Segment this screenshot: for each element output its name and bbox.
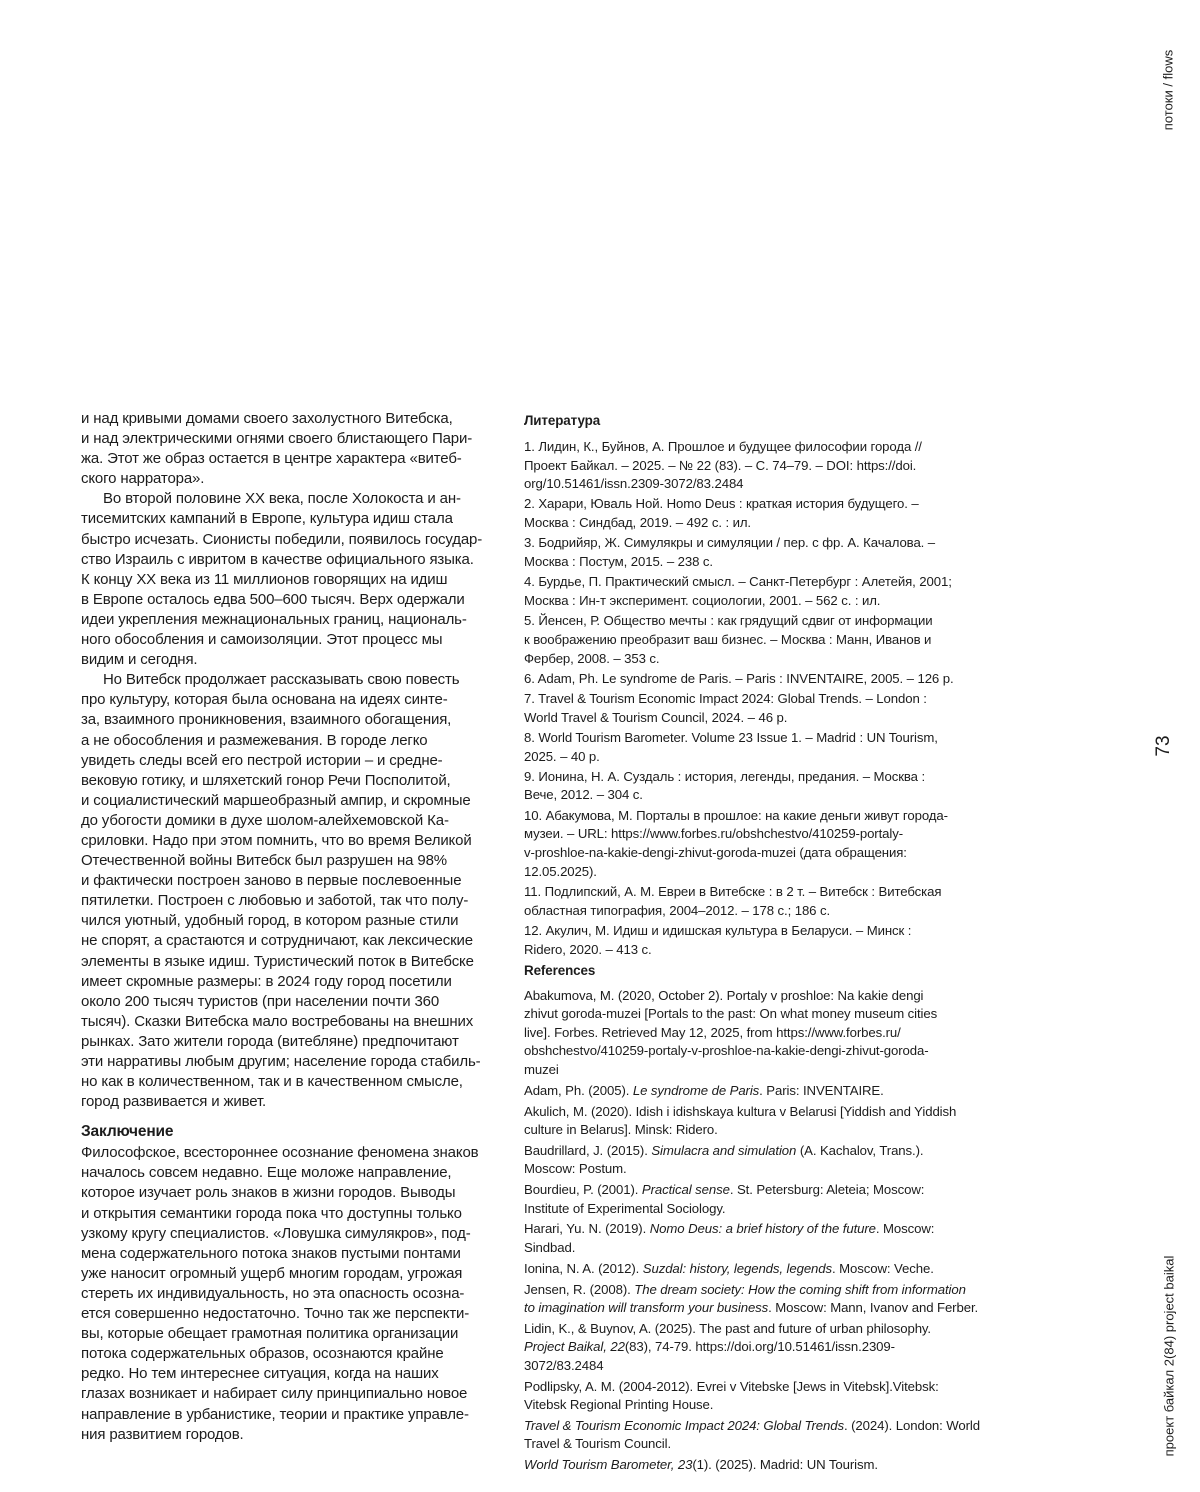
reference-item bbox=[524, 1181, 956, 1218]
reference-text: (1). (2025). Madrid: UN Tourism. bbox=[692, 1457, 878, 1473]
conclusion-heading: Заключение bbox=[81, 1123, 174, 1141]
reference-text: Akulich, M. (2020). Idish i idishskaya kultura v Belarusi [Yiddish and Yiddish culture in Belarus]. Minsk: Ridero. bbox=[524, 1103, 957, 1137]
literature-item: 6. Adam, Ph. Le syndrome de Paris. – Paris : INVENTAIRE, 2005. – 126 p. bbox=[524, 670, 954, 686]
literature-item: 10. Абакумова, М. Порталы в прошлое: на какие деньги живут города- музеи. – URL: https://www.forbes.ru/obshchestvo/410259-portaly- v-proshloe-na-kakie-dengi-zhivut-goroda-muzei (дата обращения: 12.05.2025). bbox=[524, 807, 948, 879]
reference-item bbox=[524, 1082, 956, 1100]
bibliography-column bbox=[524, 412, 980, 1477]
reference-text: Baudrillard, J. (2015). bbox=[524, 1142, 652, 1158]
reference-item bbox=[524, 1456, 956, 1474]
literature-list bbox=[524, 438, 956, 959]
literature-item: 8. World Tourism Barometer. Volume 23 Issue 1. – Madrid : UN Tourism, 2025. – 40 p. bbox=[524, 729, 938, 764]
reference-item bbox=[524, 1142, 956, 1179]
reference-title-italic: Travel & Tourism Economic Impact 2024: Global Trends bbox=[524, 1418, 844, 1434]
reference-item bbox=[524, 987, 956, 1079]
reference-text: Harari, Yu. N. (2019). bbox=[524, 1221, 650, 1237]
literature-heading: Литература bbox=[524, 413, 601, 428]
article-column bbox=[81, 409, 501, 1445]
reference-text: Lidin, K., & Buynov, A. (2025). The past and future of urban philosophy. bbox=[524, 1320, 931, 1336]
reference-text: (83), 74-79. https://doi.org/10.51461/issn.2309- 3072/83.2484 bbox=[524, 1339, 895, 1373]
reference-title-italic: Nomo Deus: a brief history of the future bbox=[649, 1221, 876, 1237]
reference-title-italic: Project Baikal, 22 bbox=[524, 1339, 625, 1355]
reference-text: . Moscow: Mann, Ivanov and Ferber. bbox=[768, 1300, 979, 1316]
reference-title-italic: The dream society: How the coming shift from information to imagination will transform your business bbox=[524, 1281, 966, 1316]
reference-text: . Paris: INVENTAIRE. bbox=[759, 1082, 884, 1098]
reference-title-italic: Practical sense bbox=[641, 1182, 730, 1198]
reference-item bbox=[524, 1417, 980, 1454]
reference-title-italic: Suzdal: history, legends, legends bbox=[642, 1260, 833, 1276]
literature-item: 9. Ионина, Н. А. Суздаль : история, легенды, предания. – Москва : Вече, 2012. – 304 с. bbox=[524, 768, 926, 803]
literature-item: 12. Акулич, М. Идиш и идишская культура в Беларуси. – Минск : Ridero, 2020. – 413 с. bbox=[524, 922, 912, 957]
literature-item: 5. Йенсен, Р. Общество мечты : как грядущий сдвиг от информации к воображению преобразит ваш бизнес. – Москва : Манн, Иванов и Фербер, 2008. – 353 с. bbox=[524, 613, 933, 666]
reference-item bbox=[524, 1281, 979, 1318]
article-paragraph: Философское, всестороннее осознание феномена знаков началось совсем недавно. Еще моложе направление, которое изучает роль знаков в жизни городов. Выводы и открытия семантики города пока что доступны только узкому кругу специалистов. «Ловушка симулякров», под- мена содержательного потока знаков пустыми понтами уже наносит огромный ущерб многим городам, угрожая стереть их индивидуальность, но эта опасность осозна- ется совершенно недостаточно. Точно так же перспекти- вы, которые обещает грамотная политика организации потока содержательных образов, осознаются крайне редко. Но тем интереснее ситуация, когда на наших глазах возникает и набирает силу принципиально новое направление в урбанистике, теории и практике управле- ния развитием городов. bbox=[81, 1144, 479, 1443]
reference-text: . (2024). London: World Travel & Tourism Council. bbox=[524, 1418, 980, 1452]
reference-title-italic: Simulacra and simulation bbox=[651, 1142, 797, 1158]
reference-text: . Moscow: Sindbad. bbox=[524, 1221, 935, 1255]
literature-item: 7. Travel & Tourism Economic Impact 2024: Global Trends. – London : World Travel & Tourism Council, 2024. – 46 p. bbox=[524, 690, 927, 725]
article-paragraph: и над кривыми домами своего захолустного Витебска, и над электрическими огнями своего блистающего Пари- жа. Этот же образ остается в центре характера «витеб- ского нарратора». bbox=[81, 410, 473, 488]
reference-title-italic: Le syndrome de Paris bbox=[632, 1082, 760, 1098]
journal-footer-vertical: проект байкал 2(84) project baikal bbox=[1161, 1255, 1177, 1457]
reference-text: Adam, Ph. (2005). bbox=[524, 1082, 633, 1098]
reference-item bbox=[524, 1378, 956, 1415]
literature-item: 11. Подлипский, А. М. Евреи в Витебске : в 2 т. – Витебск : Витебская областная типография, 2004–2012. – 178 с.; 186 с. bbox=[524, 883, 942, 918]
reference-item bbox=[524, 1320, 956, 1375]
reference-item bbox=[524, 1260, 956, 1278]
article-paragraph: Во второй половине XX века, после Холокоста и ан- тисемитских кампаний в Европе, культура идиш стала быстро исчезать. Сионисты победили, появилось государ- ство Израиль с ивритом в качестве официального языка. К концу XX века из 11 миллионов говорящих на идиш в Европе осталось едва 500–600 тысяч. Верх одержали идеи укрепления межнациональных границ, националь- ного обособления и самоизоляции. Этот процесс мы видим и сегодня. bbox=[81, 490, 483, 669]
reference-title-italic: World Tourism Barometer, 23 bbox=[524, 1457, 693, 1473]
article-paragraph: Но Витебск продолжает рассказывать свою повесть про культуру, которая была основана на идеях синте- за, взаимного проникновения, взаимного обогащения, а не обособления и размежевания. В городе легко увидеть следы всей его пестрой истории – и средне- вековую готику, и шляхетский гонор Речи Посполитой, и социалистический маршеобразный ампир, и скромные до убогости домики в духе шолом-алейхемовской Ка- сриловки. Надо при этом помнить, что во время Великой Отечественной войны Витебск был разрушен на 98% и фактически построен заново в первые послевоенные пятилетки. Построен с любовью и заботой, так что полу- чился уютный, удобный город, в котором разные стили не спорят, а срастаются и сотрудничают, как лексические элементы в языке идиш. Туристический поток в Витебске имеет скромные размеры: в 2024 году город посетили около 200 тысяч туристов (при населении почти 360 тысяч). Сказки Витебска мало востребованы на внешних рынках. Зато жители города (витебляне) предпочитают эти нарративы любым другим; население города стабиль- но как в количественном, так и в качественном смысле, город развивается и живет. bbox=[81, 671, 481, 1111]
reference-text: Podlipsky, A. M. (2004-2012). Evrei v Vitebske [Jews in Vitebsk].Vitebsk: Vitebsk Regional Printing House. bbox=[524, 1378, 939, 1413]
section-label-vertical: потоки / flows bbox=[1160, 49, 1176, 131]
reference-text: . Moscow: Veche. bbox=[832, 1260, 934, 1276]
reference-text: Abakumova, M. (2020, October 2). Portaly v proshloe: Na kakie dengi zhivut goroda-muzei [Portals to the past: On what money museum cities live]. Forbes. Retrieved May 12, 2025, from https://www.forbes.ru/ obshchestvo/410259-portaly-v-proshloe-na-kakie-dengi-zhivut-goroda- muzei bbox=[524, 988, 938, 1077]
reference-text: Ionina, N. A. (2012). bbox=[524, 1260, 643, 1276]
references-list bbox=[524, 987, 980, 1475]
literature-item: 1. Лидин, К., Буйнов, А. Прошлое и будущее философии города // Проект Байкал. – 2025. – № 22 (83). – С. 74–79. – DOI: https://doi. org/10.51461/issn.2309-3072/83.2484 bbox=[524, 438, 922, 492]
references-heading: References bbox=[524, 963, 596, 979]
reference-item bbox=[524, 1103, 956, 1140]
reference-item bbox=[524, 1220, 956, 1257]
reference-text: . St. Petersburg: Aleteia; Moscow: Institute of Experimental Sociology. bbox=[524, 1182, 925, 1216]
literature-item: 4. Бурдье, П. Практический смысл. – Санкт-Петербург : Алетейя, 2001; Москва : Ин-т эксперимент. социологии, 2001. – 562 с. : ил. bbox=[524, 574, 952, 608]
reference-text: (A. Kachalov, Trans.). Moscow: Postum. bbox=[524, 1142, 924, 1177]
reference-text: Bourdieu, P. (2001). bbox=[524, 1182, 642, 1198]
literature-item: 2. Харари, Юваль Ной. Homo Deus : краткая история будущего. – Москва : Синдбад, 2019. – 492 с. : ил. bbox=[524, 496, 919, 531]
literature-item: 3. Бодрийяр, Ж. Симулякры и симуляции / пер. с фр. А. Качалова. – Москва : Постум, 2015. – 238 с. bbox=[524, 535, 936, 570]
reference-text: Jensen, R. (2008). bbox=[524, 1281, 635, 1297]
page-number: 73 bbox=[1153, 735, 1174, 757]
